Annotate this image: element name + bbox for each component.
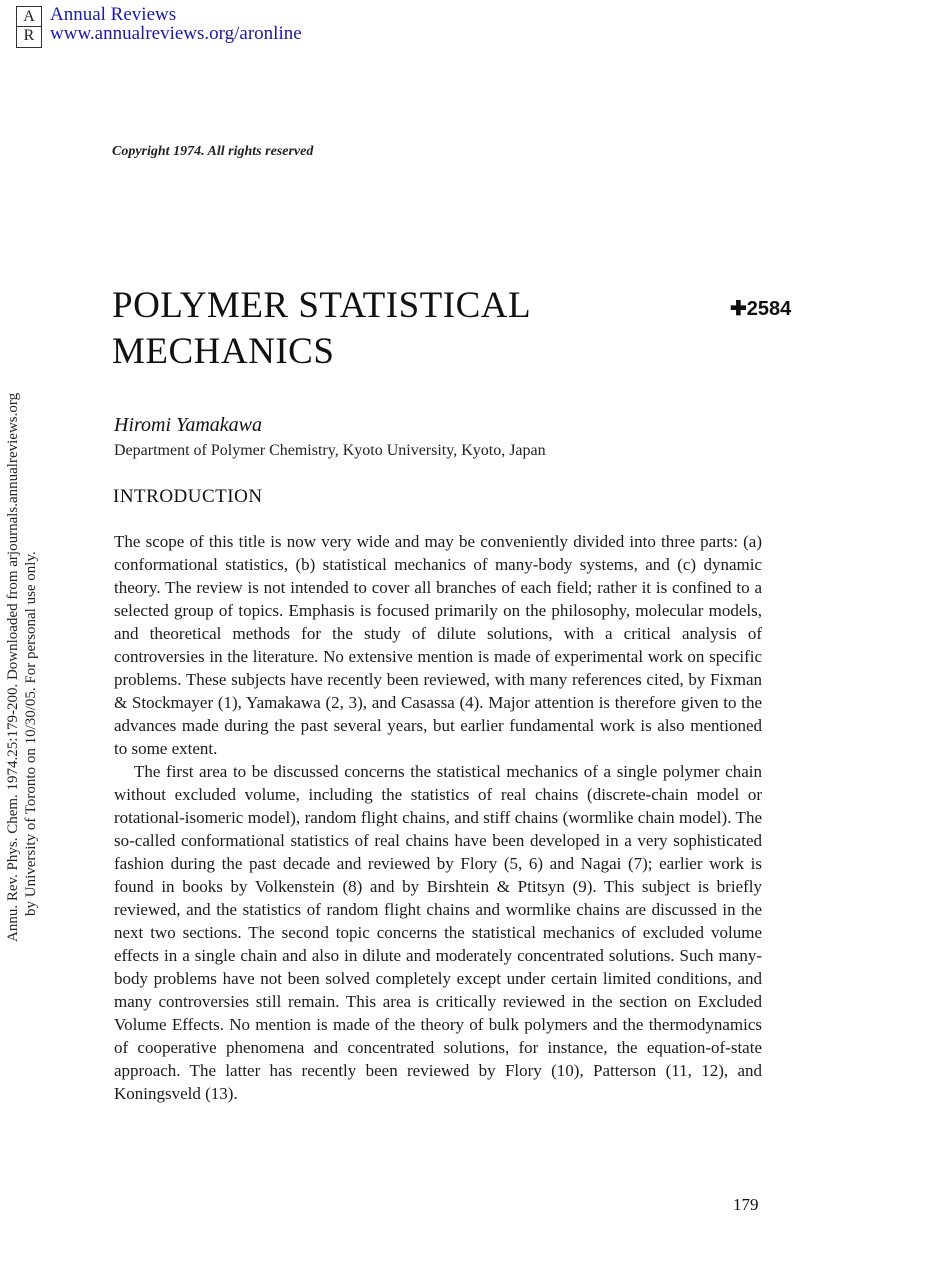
download-notice-line2: by University of Toronto on 10/30/05. For personal use only. bbox=[23, 551, 39, 916]
download-notice bbox=[4, 327, 40, 942]
article-title-line2: MECHANICS bbox=[112, 331, 335, 372]
logo-letter-r: R bbox=[17, 26, 41, 45]
download-notice-line1: Annu. Rev. Phys. Chem. 1974.25:179-200. Downloaded from arjournals.annualreviews.org bbox=[5, 392, 21, 942]
section-heading-introduction: INTRODUCTION bbox=[113, 486, 263, 507]
paragraph-1: The scope of this title is now very wide and may be conveniently divided into three parts: (a) conformational statistics, (b) statistical mechanics of many-body systems, and (c) dynamic theory. The review is not intended to cover all branches of each field; rather it is confined to a selected group of topics. Emphasis is focused primarily on the philosophy, molecular models, and theoretical methods for the study of dilute solutions, with a critical analysis of controversies in the literature. No extensive mention is made of experimental work on specific problems. These subjects have recently been reviewed, with many references cited, by Fixman & Stockmayer (1), Yamakawa (2, 3), and Casassa (4). Major attention is therefore given to the advances made during the past several years, but earlier fundamental work is also mentioned to some extent. bbox=[114, 532, 762, 758]
annual-reviews-logo bbox=[16, 6, 42, 48]
article-body bbox=[114, 530, 762, 1105]
author-name: Hiromi Yamakawa bbox=[114, 414, 262, 436]
article-title-line1: POLYMER STATISTICAL bbox=[112, 285, 532, 326]
copyright-notice: Copyright 1974. All rights reserved bbox=[112, 144, 314, 159]
paragraph-2: The first area to be discussed concerns the statistical mechanics of a single polymer chain without excluded volume, including the statistics of real chains (discrete-chain model or rotational-isomeric model), random flight chains, and stiff chains (wormlike chain model). The so-called conformational statistics of real chains have been developed in a very sophisticated fashion during the past decade and reviewed by Flory (5, 6) and Nagai (7); earlier work is found in books by Volkenstein (8) and by Birshtein & Ptitsyn (9). This subject is briefly reviewed, and the statistics of random flight chains and wormlike chains are discussed in the next two sections. The second topic concerns the statistical mechanics of excluded volume effects in a single chain and also in dilute and moderately concentrated solutions. Such many-body problems have not been solved completely except under certain limited conditions, and many controversies still remain. This area is critically reviewed in the section on Excluded Volume Effects. No mention is made of the theory of bulk polymers and the thermodynamics of cooperative phenomena and concentrated solutions, for instance, the equation-of-state approach. The latter has recently been reviewed by Flory (10), Patterson (11, 12), and Koningsveld (13). bbox=[114, 762, 762, 1103]
article-id: ✚2584 bbox=[730, 298, 792, 320]
article-title bbox=[112, 283, 531, 375]
publisher-name[interactable]: Annual Reviews bbox=[50, 4, 177, 25]
publisher-header bbox=[50, 5, 302, 43]
download-sidebar bbox=[4, 327, 44, 942]
author-affiliation: Department of Polymer Chemistry, Kyoto University, Kyoto, Japan bbox=[114, 442, 546, 459]
page-number: 179 bbox=[733, 1195, 759, 1214]
logo-letter-a: A bbox=[23, 8, 35, 25]
publisher-url-link[interactable]: www.annualreviews.org/aronline bbox=[50, 23, 302, 44]
